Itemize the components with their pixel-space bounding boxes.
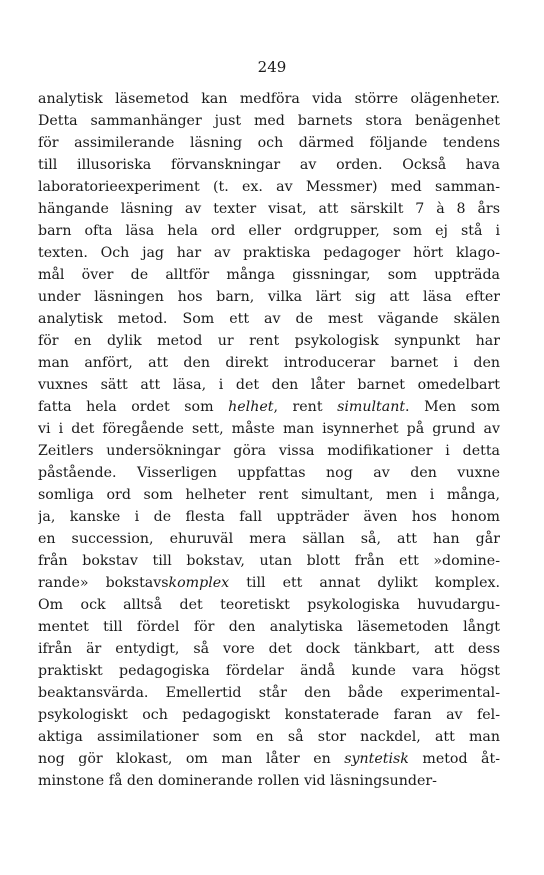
page-number: 249 bbox=[257, 58, 287, 76]
text-line: för assimilerande läsning och därmed följande tendens bbox=[38, 135, 500, 151]
text-line: Om ock alltså det teoretiskt psykologiska huvudargu- bbox=[38, 597, 500, 613]
text-segment: , rent bbox=[273, 399, 338, 415]
text-segment: nog gör klokast, om man låter en bbox=[38, 751, 345, 767]
text-line: praktiskt pedagogiska fördelar ändå kunde vara högst bbox=[38, 663, 500, 679]
text-line: vuxnes sätt att läsa, i det den låter barnet omedelbart bbox=[38, 377, 500, 393]
text-line: minstone få den dominerande rollen vid läsningsunder- bbox=[38, 773, 437, 789]
emphasized-word: komplex bbox=[168, 575, 230, 591]
text-line: under läsningen hos barn, vilka lärt sig att läsa efter bbox=[38, 289, 500, 305]
text-segment: metod åt- bbox=[408, 751, 500, 767]
text-segment: rande» bokstavs bbox=[38, 575, 169, 591]
text-line: analytisk läsemetod kan medföra vida större olägenheter. bbox=[38, 91, 500, 107]
text-line: barn ofta läsa hela ord eller ordgrupper, som ej stå i bbox=[38, 223, 500, 239]
text-line: för en dylik metod ur rent psykologisk synpunkt har bbox=[38, 333, 500, 349]
text-line bbox=[38, 572, 500, 594]
text-line: laboratorieexperiment (t. ex. av Messmer) med samman- bbox=[38, 179, 500, 195]
text-line: somliga ord som helheter rent simultant, men i många, bbox=[38, 487, 500, 503]
text-line: hängande läsning av texter visat, att särskilt 7 à 8 års bbox=[38, 201, 500, 217]
text-line: man anfört, att den direkt introducerar barnet i den bbox=[38, 355, 500, 371]
text-line: ja, kanske i de flesta fall uppträder även hos honom bbox=[38, 509, 500, 525]
text-line: aktiga assimilationer som en så stor nackdel, att man bbox=[38, 729, 500, 745]
text-line: påstående. Visserligen uppfattas nog av den vuxne bbox=[38, 465, 500, 481]
text-line bbox=[38, 748, 500, 770]
text-line: mål över de alltför många gissningar, som uppträda bbox=[38, 267, 500, 283]
text-line: Detta sammanhänger just med barnets stora benägenhet bbox=[38, 113, 500, 129]
text-line: vi i det föregående sett, måste man isynnerhet på grund av bbox=[38, 421, 500, 437]
text-line: en succession, ehuruväl mera sällan så, att han går bbox=[38, 531, 500, 547]
text-line: till illusoriska förvanskningar av orden. Också hava bbox=[38, 157, 500, 173]
text-line bbox=[38, 396, 500, 418]
text-line: ifrån är entydigt, så vore det dock tänkbart, att dess bbox=[38, 641, 500, 657]
text-line: texten. Och jag har av praktiska pedagoger hört klago- bbox=[38, 245, 500, 261]
emphasized-word: simultant bbox=[337, 399, 406, 415]
text-segment: fatta hela ordet som bbox=[38, 399, 229, 415]
body-text bbox=[38, 88, 500, 792]
text-segment: till ett annat dylikt komplex. bbox=[229, 575, 500, 591]
text-line: från bokstav till bokstav, utan blott från ett »domine- bbox=[38, 553, 500, 569]
text-segment: . Men som bbox=[405, 399, 500, 415]
text-line: beaktansvärda. Emellertid står den både experimental- bbox=[38, 685, 500, 701]
text-line: Zeitlers undersökningar göra vissa modifikationer i detta bbox=[38, 443, 500, 459]
text-line: mentet till fördel för den analytiska läsemetoden långt bbox=[38, 619, 500, 635]
text-line: psykologiskt och pedagogiskt konstaterade faran av fel- bbox=[38, 707, 500, 723]
emphasized-word: syntetisk bbox=[344, 751, 409, 767]
text-line: analytisk metod. Som ett av de mest vägande skälen bbox=[38, 311, 500, 327]
emphasized-word: helhet bbox=[228, 399, 274, 415]
